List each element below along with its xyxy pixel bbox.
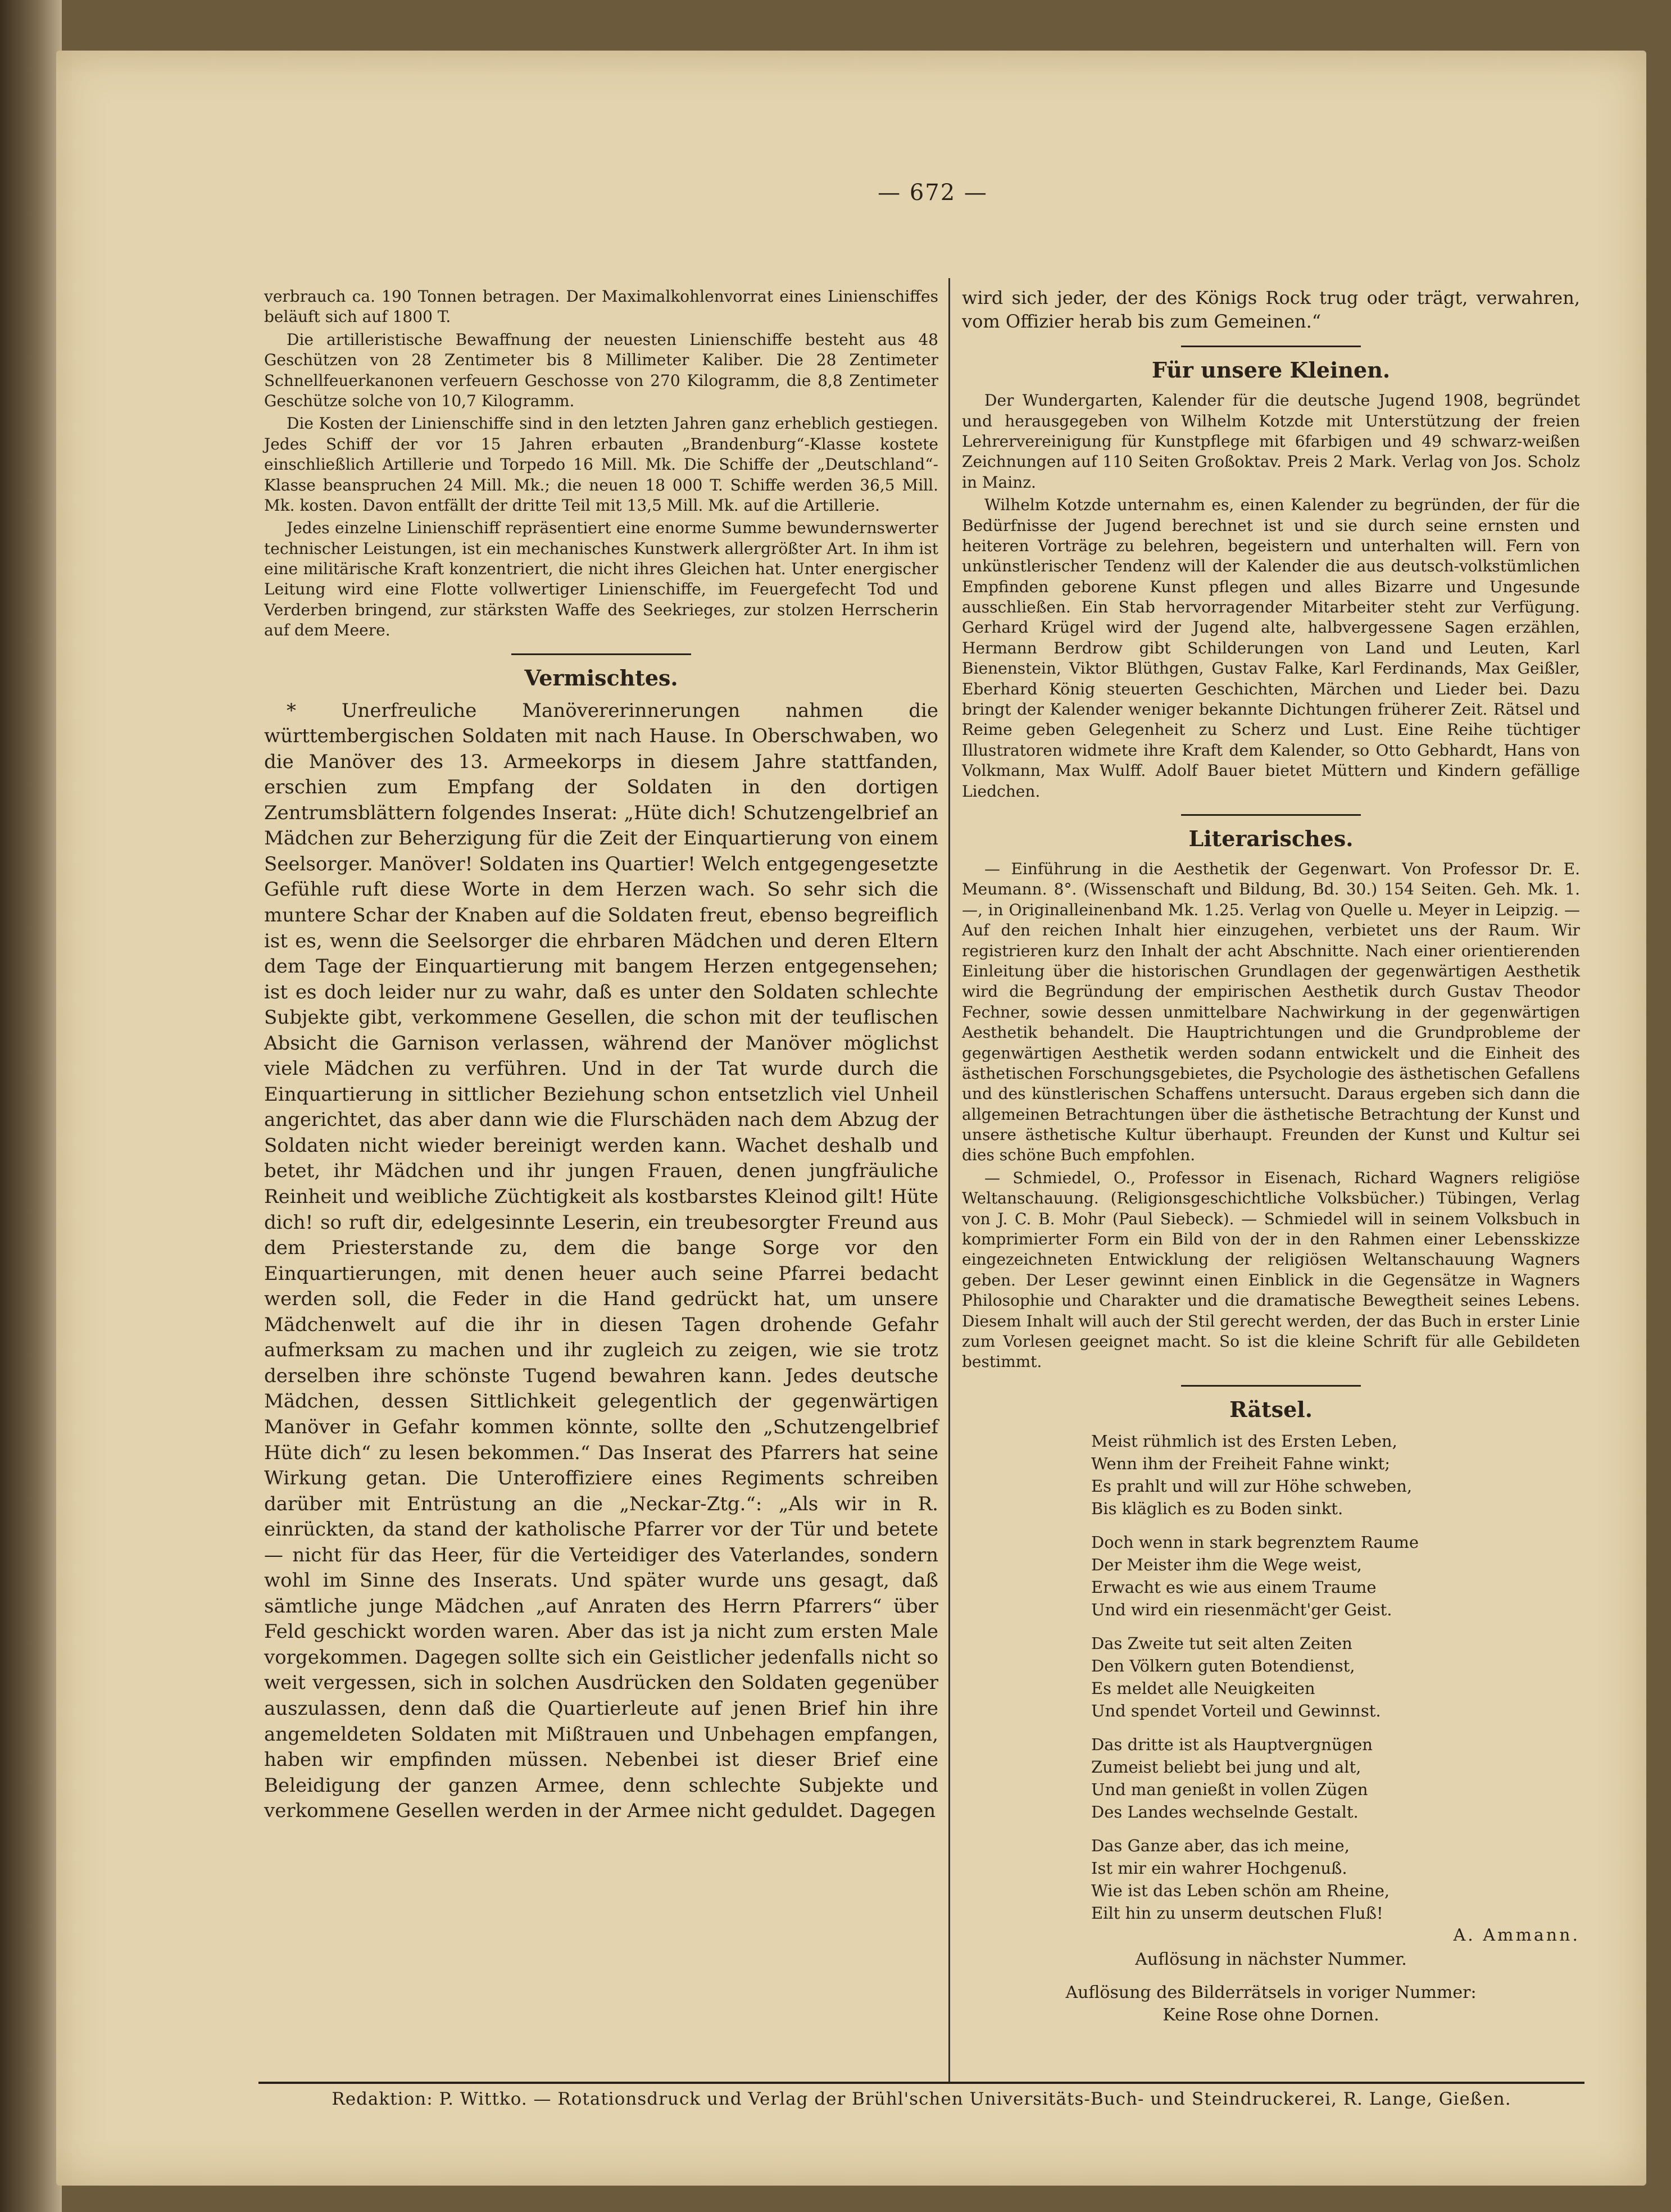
column-divider <box>948 278 950 2082</box>
solution-next-issue: Auflösung in nächster Nummer. <box>1135 1950 1407 1970</box>
section-title-vermischtes: Vermischtes. <box>524 665 678 691</box>
paragraph: Die artilleristische Bewaffnung der neuesten Linienschiffe besteht aus 48 Geschützen von 28 Zentimeter bis 8 Millimeter Kaliber. Die 28 Zentimeter Schnellfeuerkanonen verfeuern Geschosse von 270 Kilogramm, die 8,8 Zentimeter Geschütze solche von 10,7 Kilogramm. <box>264 330 938 410</box>
left-column <box>264 287 938 1827</box>
paragraph: Der Wundergarten, Kalender für die deutsche Jugend 1908, begründet und herausgegeben von Wilhelm Kotzde mit Unterstützung der freien Lehrervereinigung für Kunstpflege mit 6farbigen und 49 schwarz-weißen Zeichnungen auf 110 Seiten Großoktav. Preis 2 Mark. Verlag von Jos. Scholz in Mainz. <box>962 391 1580 492</box>
section-title-kleinen: Für unsere Kleinen. <box>1151 357 1391 383</box>
poem-line: Das Ganze aber, das ich meine, <box>1091 1836 1350 1856</box>
paragraph: Wilhelm Kotzde unternahm es, einen Kalender zu begründen, der für die Bedürfnisse der Jugend berechnet ist und sie durch seine ernsten und heiteren Vorträge zu belehren, begeistern und unterhalten will. Fern von unkünstlerischer Tendenz will der Kalender die aus deutsch-volkstümlichen Empfinden geborene Kunst pflegen und alles Bizarre und Ungesunde ausschließen. Ein Stab hervorragender Mitarbeiter steht zur Verfügung. Gerhard Krügel wird der Jugend alte, halbvergessene Sagen erzählen, Hermann Berdrow gibt Schilderungen von Land und Leuten, Karl Bienenstein, Viktor Blüthgen, Gustav Falke, Karl Ferdinands, Max Geißler, Eberhard König steuerten Geschichten, Märchen und Lieder bei. Dazu bringt der Kalender weniger bekannte Dichtungen früherer Zeit. Rätsel und Reime geben Gelegenheit zu Scherz und Lust. Eine Reihe tüchtiger Illustratoren widmete ihre Kraft dem Kalender, so Otto Gebhardt, Hans von Volkmann, Max Wulff. Adolf Bauer bietet Müttern und Kindern gefällige Liedchen. <box>962 496 1580 801</box>
newspaper-page <box>56 51 1646 2186</box>
article-vermischtes <box>264 698 938 1824</box>
poem-line: Zumeist beliebt bei jung und alt, <box>1091 1757 1361 1777</box>
poem-line: Wie ist das Leben schön am Rheine, <box>1091 1881 1390 1901</box>
riddle-poem <box>1091 1430 1580 1924</box>
poem-line: Das Zweite tut seit alten Zeiten <box>1091 1633 1352 1653</box>
picture-riddle-solution: Keine Rose ohne Dornen. <box>1163 2005 1379 2025</box>
poem-line: Bis kläglich es zu Boden sinkt. <box>1091 1498 1343 1518</box>
paragraph: Die Kosten der Linienschiffe sind in den letzten Jahren ganz erheblich gestiegen. Jedes Schiff der vor 15 Jahren erbauten „Brandenburg“-Klasse kostete einschließlich Artillerie und Torpedo 16 Mill. Mk. Die Schiffe der „Deutschland“-Klasse beanspruchen 24 Mill. Mk.; die neuen 18 000 T. Schiffe werden 36,5 Mill. Mk. kosten. Davon entfällt der dritte Teil mit 13,5 Mill. Mk. auf die Artillerie. <box>264 414 938 515</box>
poem-line: Und man genießt in vollen Zügen <box>1091 1779 1368 1799</box>
poem-line: Des Landes wechselnde Gestalt. <box>1091 1802 1359 1822</box>
section-title-raetsel: Rätsel. <box>1229 1396 1313 1422</box>
poem-line: Es meldet alle Neuigkeiten <box>1091 1678 1315 1698</box>
poem-stanza <box>1091 1430 1580 1520</box>
poem-line: Erwacht es wie aus einem Traume <box>1091 1577 1377 1597</box>
section-rule <box>511 653 691 655</box>
picture-riddle-solution-title: Auflösung des Bilderrätsels in voriger Nummer: <box>1065 1982 1477 2002</box>
article-literarisches <box>962 859 1580 1373</box>
poem-line: Es prahlt und will zur Höhe schweben, <box>1091 1476 1413 1496</box>
poem-stanza <box>1091 1733 1580 1823</box>
poem-line: Der Meister ihm die Wege weist, <box>1091 1555 1362 1574</box>
book-spine-edge <box>0 0 62 2212</box>
paragraph: — Einführung in die Aesthetik der Gegenwart. Von Professor Dr. E. Meumann. 8°. (Wissenschaft und Bildung, Bd. 30.) 154 Seiten. Geh. Mk. 1.—, in Originalleinenband Mk. 1.25. Verlag von Quelle u. Meyer in Leipzig. — Auf den reichen Inhalt hier einzugehen, verbietet uns der Raum. Wir registrieren kurz den Inhalt der acht Abschnitte. Nach einer orientierenden Einleitung über die historischen Grundlagen der gegenwärtigen Aesthetik wird die Begründung der empirischen Aesthetik durch Gustav Theodor Fechner, sowie dessen unmittelbare Nachwirkung in der gegenwärtigen Aesthetik behandelt. Die Hauptrichtungen und die Grundprobleme der gegenwärtigen Aesthetik werden sodann entwickelt und die Einheit des ästhetischen Forschungsgebietes, die Psychologie des ästhetischen Gefallens und des künstlerischen Schaffens untersucht. Daraus ergeben sich dann die allgemeinen Betrachtungen über die ästhetische Betrachtung der Kunst und unsere ästhetische Kultur überhaupt. Freunden der Kunst und Kultur sei dies schöne Buch empfohlen. <box>962 860 1580 1165</box>
poem-author: A. Ammann. <box>1453 1925 1580 1946</box>
poem-line: Meist rühmlich ist des Ersten Leben, <box>1091 1431 1397 1451</box>
section-rule <box>1181 1385 1361 1387</box>
poem-line: Ist mir ein wahrer Hochgenuß. <box>1091 1859 1347 1878</box>
section-title-literarisches: Literarisches. <box>1188 826 1354 851</box>
section-rule <box>1181 346 1361 347</box>
poem-line: Den Völkern guten Botendienst, <box>1091 1656 1355 1675</box>
poem-line: Und wird ein riesenmächt'ger Geist. <box>1091 1600 1392 1619</box>
poem-line: Doch wenn in stark begrenztem Raume <box>1091 1532 1419 1552</box>
paragraph: wird sich jeder, der des Königs Rock trug oder trägt, verwahren, vom Offizier herab bis zum Gemeinen.“ <box>962 287 1580 332</box>
continuation-block <box>962 287 1580 333</box>
article-linienschiffe <box>264 287 938 641</box>
poem-stanza <box>1091 1834 1580 1924</box>
page-number: — 672 — <box>878 180 988 206</box>
footer-rule <box>258 2082 1584 2084</box>
poem-line: Eilt hin zu unserm deutschen Fluß! <box>1091 1904 1383 1923</box>
paragraph: — Schmiedel, O., Professor in Eisenach, Richard Wagners religiöse Weltanschauung. (Religionsgeschichtliche Volksbücher.) Tübingen, Verlag von J. C. B. Mohr (Paul Siebeck). — Schmiedel will in seinem Volksbuch in komprimierter Form ein Bild von der in den Rahmen einer Lebensskizze eingezeichneten Entwicklung der religiösen Weltanschauung Wagners geben. Der Leser gewinnt einen Einblick in die Gegensätze in Wagners Philosophie und Charakter und die dramatische Bewegtheit seines Lebens. Diesem Inhalt will auch der Stil gerecht werden, der das Buch in erster Linie zum Vorlesen geeignet macht. So ist die kleine Schrift für alle Gebildeten bestimmt. <box>962 1168 1580 1371</box>
section-rule <box>1181 814 1361 816</box>
poem-line: Und spendet Vorteil und Gewinnst. <box>1091 1701 1381 1720</box>
imprint-footer: Redaktion: P. Wittko. — Rotationsdruck und Verlag der Brühl'schen Universitäts-Buch- und Steindruckerei, R. Lange, Gießen. <box>332 2089 1511 2109</box>
paragraph: Jedes einzelne Linienschiff repräsentiert eine enorme Summe bewundernswerter technischer Leistungen, ist ein mechanisches Kunstwerk allergrößter Art. In ihm ist eine militärische Kraft konzentriert, die nicht ihres Gleichen hat. Unter energischer Leitung wird eine Flotte vollwertiger Linienschiffe, im Feuergefecht Tod und Verderben bringend, zur stärksten Waffe des Seekrieges, zur stolzen Herrscherin auf dem Meere. <box>264 519 938 640</box>
paragraph: * Unerfreuliche Manövererinnerungen nahmen die württembergischen Soldaten mit nach Hause. In Oberschwaben, wo die Manöver des 13. Armeekorps in diesem Jahre stattfanden, erschien zum Empfang der Soldaten in den dortigen Zentrumsblättern folgendes Inserat: „Hüte dich! Schutzengelbrief an Mädchen zur Beherzigung für die Zeit der Einquartierung von einem Seelsorger. Manöver! Soldaten ins Quartier! Welch entgegengesetzte Gefühle ruft diese Worte in dem Herzen wach. So sehr sich die muntere Schar der Knaben auf die Soldaten freut, ebenso begreiflich ist es, wenn die Seelsorger die ehrbaren Mädchen und deren Eltern dem Tage der Einquartierung mit bangem Herzen entgegensehen; ist es doch leider nur zu wahr, daß es unter den Soldaten schlechte Subjekte gibt, verkommene Gesellen, die schon mit der teuflischen Absicht die Garnison verlassen, während der Manöver möglichst viele Mädchen zu verführen. Und in der Tat wurde durch die Einquartierung in sittlicher Beziehung schon entsetzlich viel Unheil angerichtet, das aber dann wie die Flurschäden nach dem Abzug der Soldaten nicht wieder bereinigt werden kann. Wachet deshalb und betet, ihr Mädchen und ihr jungen Frauen, denen jungfräuliche Reinheit und weibliche Züchtigkeit als kostbarstes Kleinod gilt! Hüte dich! so ruft dir, edelgesinnte Leserin, ein treubesorgter Freund aus dem Priesterstande zu, dem die bange Sorge vor den Einquartierungen, mit denen heuer auch seine Pfarrei bedacht werden soll, die Feder in die Hand gedrückt hat, um unsere Mädchenwelt auf die ihr in diesen Tagen drohende Gefahr aufmerksam zu machen und ihr zugleich zu zeigen, wie sie trotz derselben ihre schönste Tugend bewahren kann. Jedes deutsche Mädchen, dessen Sittlichkeit gelegentlich der gegenwärtigen Manöver in Gefahr kommen könnte, sollte den „Schutzengelbrief Hüte dich“ zu lesen bekommen.“ Das Inserat des Pfarrers hat seine Wirkung getan. Die Unteroffiziere eines Regiments schreiben darüber mit Entrüstung an die „Neckar-Ztg.“: „Als wir in R. einrückten, da stand der katholische Pfarrer vor der Tür und betete — nicht für das Heer, für die Verteidiger des Vaterlandes, sondern wohl im Sinne des Inserats. Und später wurde uns gesagt, daß sämtliche junge Mädchen „auf Anraten des Herrn Pfarrers“ über Feld geschickt worden waren. Aber das ist ja nicht zum ersten Male vorgekommen. Dagegen sollte sich ein Geistlicher jedenfalls nicht so weit vergessen, sich in solchen Ausdrücken den Soldaten gegenüber auszulassen, denn daß die Quartierleute auf jenen Brief hin ihre angemeldeten Soldaten mit Mißtrauen und Unbehagen empfangen, haben wir empfinden müssen. Nebenbei ist dieser Brief eine Beleidigung der ganzen Armee, denn schlechte Subjekte und verkommene Gesellen werden in der Armee nicht geduldet. Dagegen <box>264 699 938 1823</box>
poem-stanza <box>1091 1531 1580 1621</box>
poem-line: Wenn ihm der Freiheit Fahne winkt; <box>1091 1454 1391 1473</box>
article-kleinen <box>962 390 1580 802</box>
poem-stanza <box>1091 1632 1580 1722</box>
paragraph: verbrauch ca. 190 Tonnen betragen. Der Maximalkohlenvorrat eines Linienschiffes beläuft sich auf 1800 T. <box>264 287 938 326</box>
right-column <box>962 287 1580 2027</box>
poem-line: Das dritte ist als Hauptvergnügen <box>1091 1734 1373 1754</box>
